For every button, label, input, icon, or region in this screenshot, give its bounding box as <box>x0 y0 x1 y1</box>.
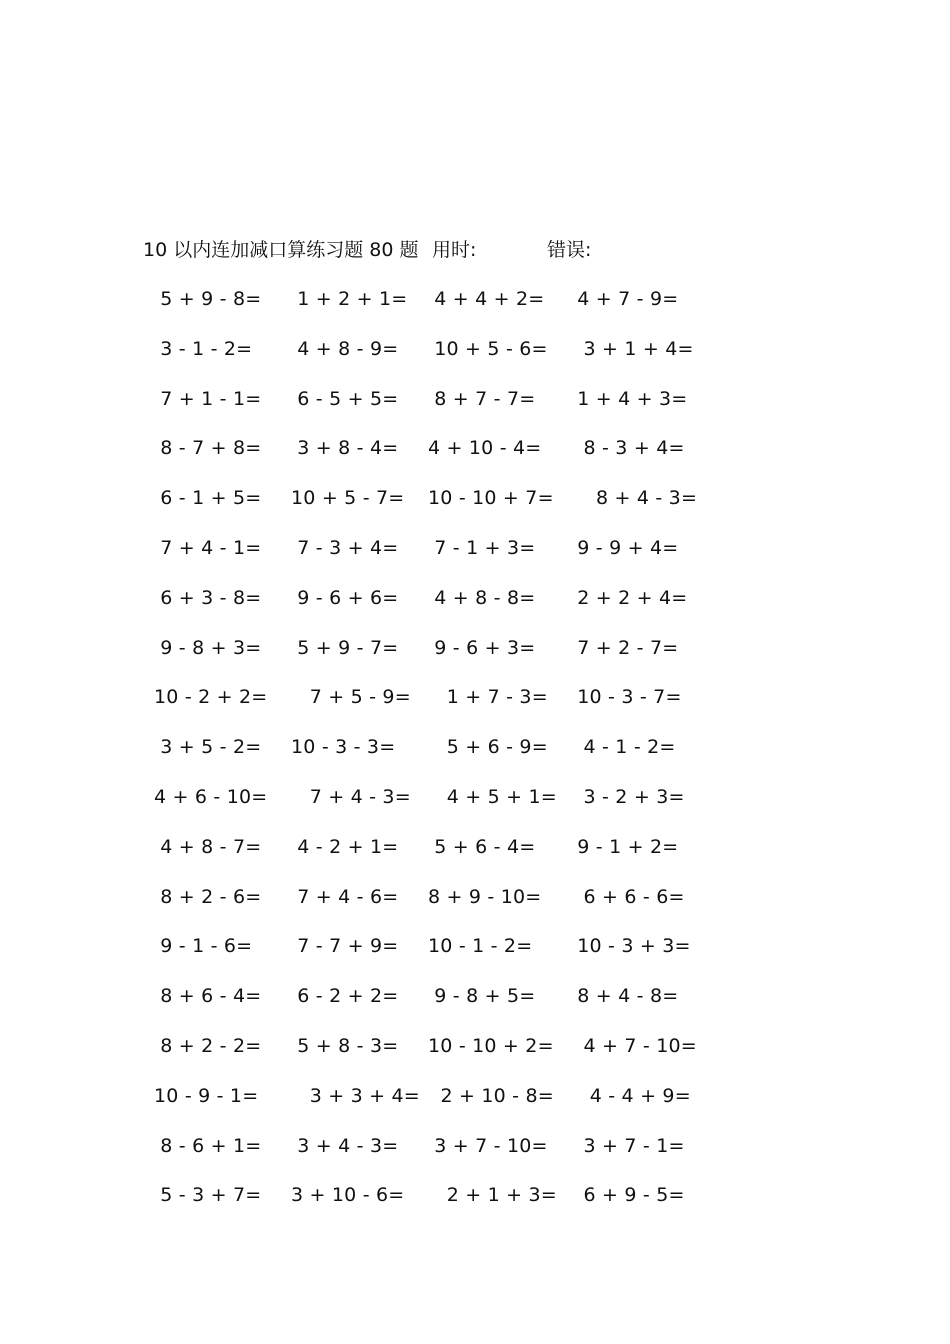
problem-row <box>0 484 950 534</box>
problem-item: 6 + 3 - 8= <box>154 586 262 609</box>
problem-item: 6 - 2 + 2= <box>291 985 399 1008</box>
problem-item: 4 + 6 - 10= <box>154 785 268 808</box>
problem-item: 10 - 2 + 2= <box>154 686 268 709</box>
problem-item: 3 + 4 - 3= <box>291 1134 399 1157</box>
problem-row <box>0 335 950 385</box>
problem-row <box>0 1181 950 1231</box>
problem-item: 5 + 8 - 3= <box>291 1034 399 1057</box>
problem-item: 1 + 4 + 3= <box>571 387 688 410</box>
problem-item: 4 - 4 + 9= <box>571 1084 691 1107</box>
problem-item: 8 - 6 + 1= <box>154 1134 262 1157</box>
problem-item: 7 + 4 - 1= <box>154 536 262 559</box>
problem-item: 6 - 1 + 5= <box>154 487 262 510</box>
problem-item: 4 + 5 + 1= <box>428 785 557 808</box>
problem-item: 7 - 1 + 3= <box>428 536 536 559</box>
problem-item: 8 - 3 + 4= <box>571 437 685 460</box>
problem-item: 9 - 6 + 3= <box>428 636 536 659</box>
problem-item: 9 - 1 - 6= <box>154 935 253 958</box>
worksheet-title: 10 以内连加减口算练习题 80 题 <box>143 239 419 261</box>
problem-item: 7 - 7 + 9= <box>291 935 399 958</box>
problem-row <box>0 683 950 733</box>
problem-row <box>0 584 950 634</box>
problem-item: 4 + 7 - 9= <box>571 288 679 310</box>
problem-item: 3 + 10 - 6= <box>291 1184 405 1207</box>
problem-item: 8 + 9 - 10= <box>428 885 542 908</box>
problem-item: 8 + 4 - 8= <box>571 985 679 1008</box>
problem-item: 10 - 10 + 2= <box>428 1034 554 1057</box>
problem-grid <box>0 285 950 1231</box>
problem-row <box>0 1132 950 1182</box>
problem-item: 3 + 7 - 10= <box>428 1134 548 1157</box>
problem-item: 7 + 5 - 9= <box>291 686 411 709</box>
problem-item: 7 + 4 - 6= <box>291 885 399 908</box>
problem-item: 5 - 3 + 7= <box>154 1184 262 1207</box>
problem-item: 4 + 10 - 4= <box>428 437 542 460</box>
problem-item: 3 - 2 + 3= <box>571 785 685 808</box>
problem-item: 10 + 5 - 7= <box>291 487 405 510</box>
problem-item: 8 + 7 - 7= <box>428 387 536 410</box>
problem-item: 2 + 1 + 3= <box>428 1184 557 1207</box>
problem-row <box>0 434 950 484</box>
problem-item: 4 + 8 - 8= <box>428 586 536 609</box>
problem-item: 5 + 6 - 4= <box>428 835 536 858</box>
problem-item: 6 - 5 + 5= <box>291 387 399 410</box>
problem-item: 8 + 4 - 3= <box>571 487 698 510</box>
problem-item: 7 + 1 - 1= <box>154 387 262 410</box>
problem-item: 1 + 7 - 3= <box>428 686 548 709</box>
problem-item: 5 + 9 - 7= <box>291 636 399 659</box>
problem-item: 9 - 1 + 2= <box>571 835 679 858</box>
problem-item: 5 + 6 - 9= <box>428 736 548 759</box>
problem-item: 6 + 9 - 5= <box>571 1184 685 1207</box>
problem-item: 3 + 3 + 4= <box>291 1084 420 1107</box>
worksheet-header <box>0 236 950 264</box>
problem-row <box>0 833 950 883</box>
problem-item: 4 - 2 + 1= <box>291 835 399 858</box>
problem-row <box>0 385 950 435</box>
problem-item: 3 + 7 - 1= <box>571 1134 685 1157</box>
problem-item: 8 + 6 - 4= <box>154 985 262 1008</box>
error-label: 错误: <box>547 239 592 261</box>
problem-item: 3 + 5 - 2= <box>154 736 262 759</box>
problem-item: 10 - 9 - 1= <box>154 1084 259 1107</box>
problem-item: 7 - 3 + 4= <box>291 536 399 559</box>
problem-item: 4 + 8 - 9= <box>291 337 399 360</box>
problem-item: 8 - 7 + 8= <box>154 437 262 460</box>
problem-item: 4 + 8 - 7= <box>154 835 262 858</box>
problem-row <box>0 883 950 933</box>
problem-item: 3 + 8 - 4= <box>291 437 399 460</box>
problem-row <box>0 285 950 335</box>
problem-item: 4 - 1 - 2= <box>571 736 676 759</box>
problem-item: 10 + 5 - 6= <box>428 337 548 360</box>
problem-item: 9 - 8 + 3= <box>154 636 262 659</box>
problem-item: 7 + 4 - 3= <box>291 785 411 808</box>
problem-item: 9 - 9 + 4= <box>571 536 679 559</box>
problem-item: 6 + 6 - 6= <box>571 885 685 908</box>
problem-item: 7 + 2 - 7= <box>571 636 679 659</box>
problem-item: 10 - 10 + 7= <box>428 487 554 510</box>
problem-item: 10 - 3 - 7= <box>571 686 682 709</box>
problem-item: 4 + 4 + 2= <box>428 288 545 310</box>
problem-item: 3 + 1 + 4= <box>571 337 694 360</box>
problem-row <box>0 634 950 684</box>
problem-item: 2 + 10 - 8= <box>428 1084 554 1107</box>
problem-item: 2 + 2 + 4= <box>571 586 688 609</box>
problem-item: 4 + 7 - 10= <box>571 1034 697 1057</box>
problem-row <box>0 783 950 833</box>
problem-row <box>0 932 950 982</box>
problem-item: 10 - 3 - 3= <box>291 736 396 759</box>
problem-item: 5 + 9 - 8= <box>154 288 262 310</box>
problem-item: 10 - 3 + 3= <box>571 935 691 958</box>
time-label: 用时: <box>432 239 477 261</box>
problem-item: 8 + 2 - 2= <box>154 1034 262 1057</box>
problem-item: 9 - 8 + 5= <box>428 985 536 1008</box>
problem-row <box>0 733 950 783</box>
problem-row <box>0 534 950 584</box>
problem-row <box>0 1032 950 1082</box>
problem-item: 3 - 1 - 2= <box>154 337 253 360</box>
problem-item: 8 + 2 - 6= <box>154 885 262 908</box>
problem-row <box>0 982 950 1032</box>
problem-row <box>0 1082 950 1132</box>
problem-item: 10 - 1 - 2= <box>428 935 533 958</box>
problem-item: 1 + 2 + 1= <box>291 288 408 310</box>
problem-item: 9 - 6 + 6= <box>291 586 399 609</box>
